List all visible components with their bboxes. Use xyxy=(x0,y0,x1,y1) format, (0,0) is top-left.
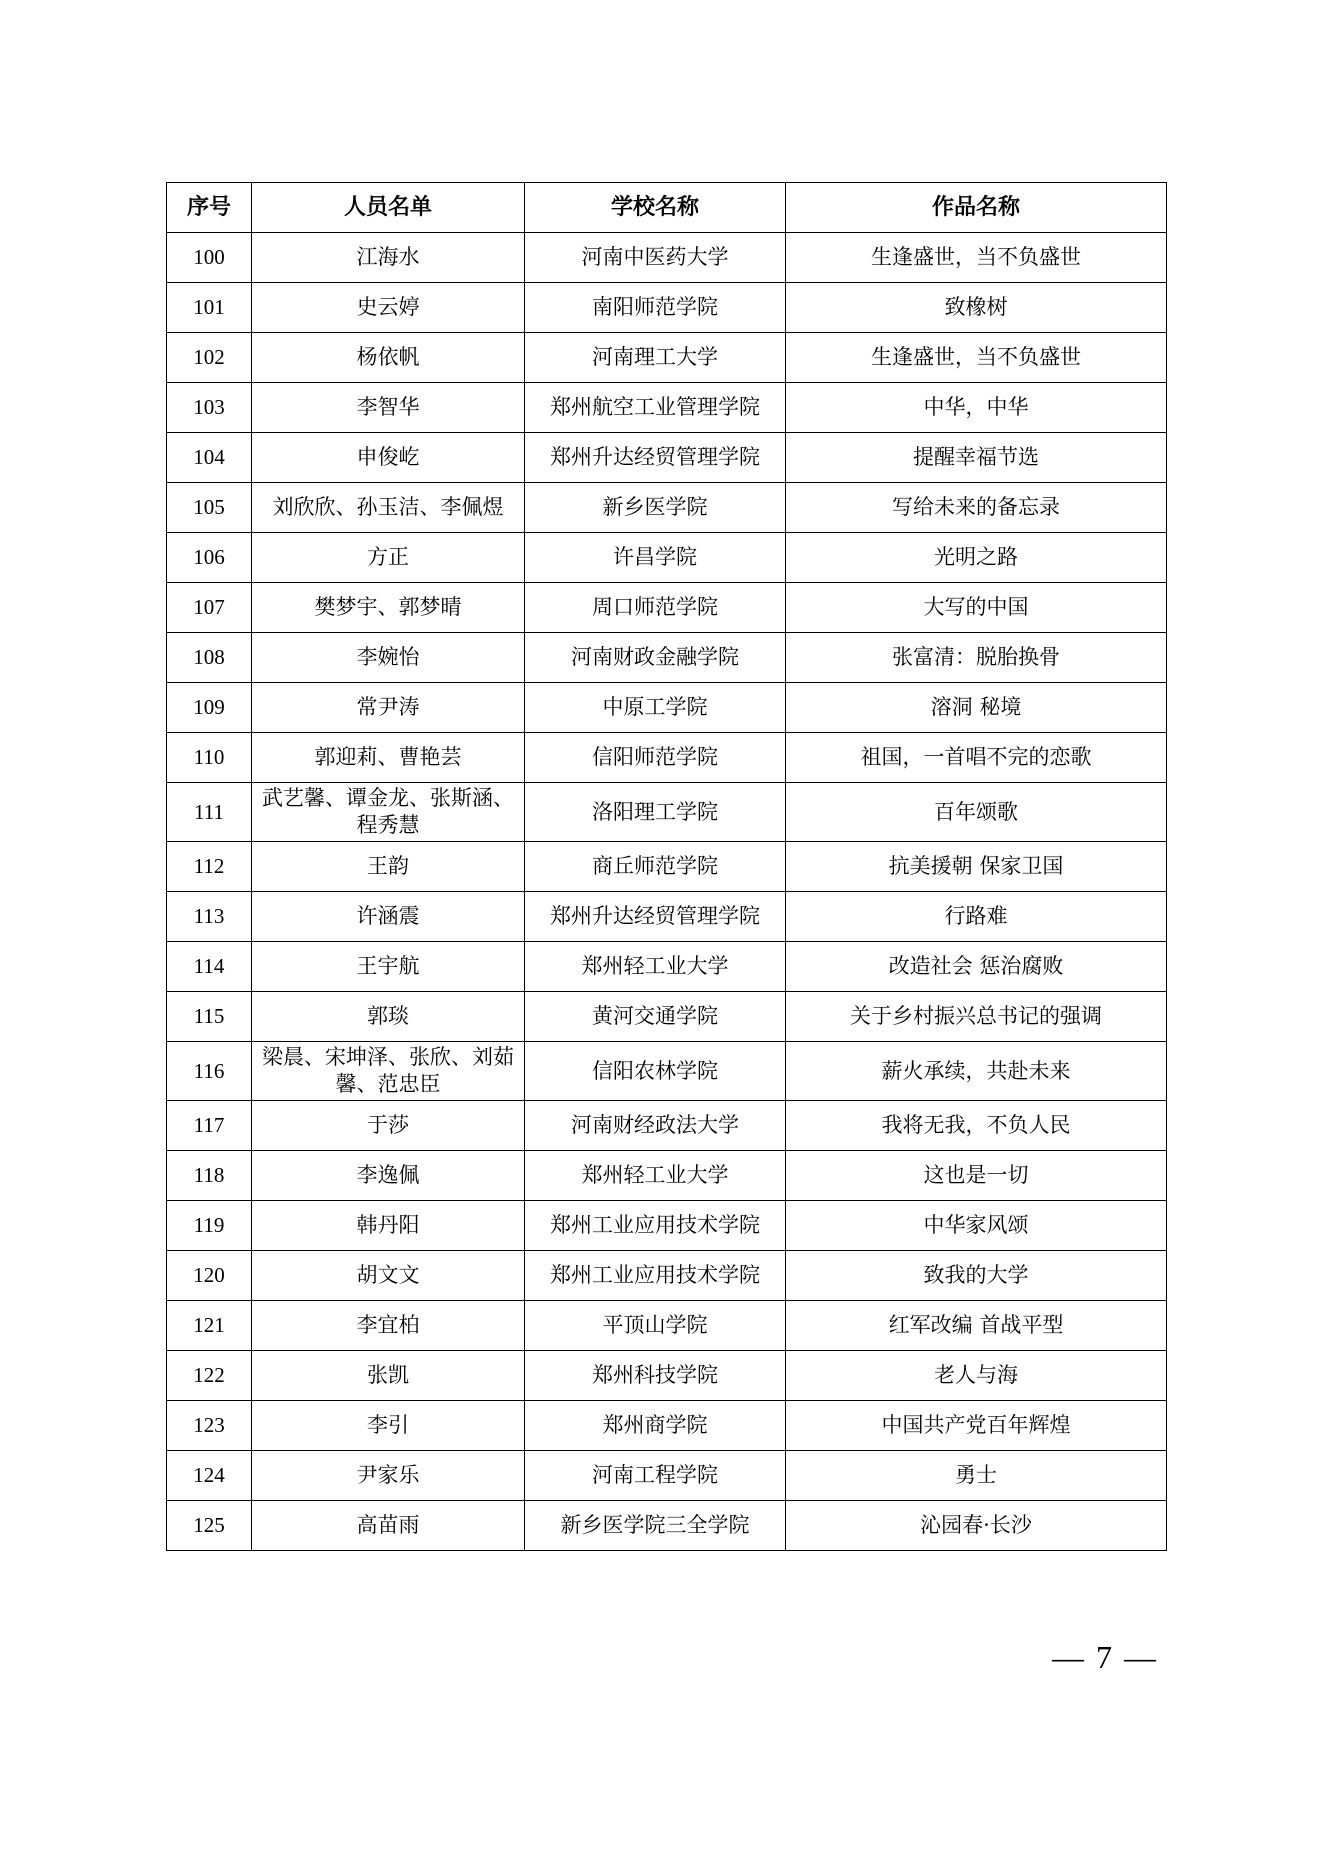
table-row xyxy=(167,1401,1167,1451)
cell-school: 周口师范学院 xyxy=(525,583,786,633)
cell-school: 郑州轻工业大学 xyxy=(525,1151,786,1201)
cell-work-title: 中华，中华 xyxy=(786,383,1167,433)
cell-work-title: 大写的中国 xyxy=(786,583,1167,633)
table-row xyxy=(167,1451,1167,1501)
cell-index: 103 xyxy=(167,383,252,433)
cell-work-title: 关于乡村振兴总书记的强调 xyxy=(786,992,1167,1042)
cell-index: 107 xyxy=(167,583,252,633)
cell-school: 郑州航空工业管理学院 xyxy=(525,383,786,433)
cell-index: 109 xyxy=(167,683,252,733)
cell-school: 郑州科技学院 xyxy=(525,1351,786,1401)
cell-school: 郑州轻工业大学 xyxy=(525,942,786,992)
cell-members: 常尹涛 xyxy=(252,683,525,733)
cell-school: 商丘师范学院 xyxy=(525,842,786,892)
table-row xyxy=(167,533,1167,583)
cell-work-title: 红军改编 首战平型 xyxy=(786,1301,1167,1351)
table-row xyxy=(167,333,1167,383)
header-index: 序号 xyxy=(167,183,252,233)
cell-members: 李引 xyxy=(252,1401,525,1451)
cell-members: 郭琰 xyxy=(252,992,525,1042)
cell-school: 信阳农林学院 xyxy=(525,1042,786,1101)
cell-school: 郑州工业应用技术学院 xyxy=(525,1251,786,1301)
cell-school: 平顶山学院 xyxy=(525,1301,786,1351)
cell-index: 122 xyxy=(167,1351,252,1401)
table-row xyxy=(167,233,1167,283)
cell-index: 106 xyxy=(167,533,252,583)
cell-work-title: 改造社会 惩治腐败 xyxy=(786,942,1167,992)
header-members: 人员名单 xyxy=(252,183,525,233)
cell-work-title: 溶洞 秘境 xyxy=(786,683,1167,733)
cell-members: 申俊屹 xyxy=(252,433,525,483)
cell-index: 115 xyxy=(167,992,252,1042)
cell-index: 110 xyxy=(167,733,252,783)
table-row xyxy=(167,1301,1167,1351)
cell-members: 韩丹阳 xyxy=(252,1201,525,1251)
cell-work-title: 中华家风颂 xyxy=(786,1201,1167,1251)
header-work-title: 作品名称 xyxy=(786,183,1167,233)
table-row xyxy=(167,383,1167,433)
cell-school: 河南财经政法大学 xyxy=(525,1101,786,1151)
cell-school: 信阳师范学院 xyxy=(525,733,786,783)
cell-index: 100 xyxy=(167,233,252,283)
cell-index: 101 xyxy=(167,283,252,333)
cell-work-title: 致我的大学 xyxy=(786,1251,1167,1301)
cell-members: 杨依帆 xyxy=(252,333,525,383)
cell-school: 河南财政金融学院 xyxy=(525,633,786,683)
cell-index: 111 xyxy=(167,783,252,842)
cell-members: 郭迎莉、曹艳芸 xyxy=(252,733,525,783)
cell-work-title: 写给未来的备忘录 xyxy=(786,483,1167,533)
table-row xyxy=(167,433,1167,483)
table-row xyxy=(167,1351,1167,1401)
cell-index: 113 xyxy=(167,892,252,942)
table-row xyxy=(167,942,1167,992)
cell-work-title: 抗美援朝 保家卫国 xyxy=(786,842,1167,892)
table-header-row xyxy=(167,183,1167,233)
table-row xyxy=(167,1101,1167,1151)
cell-work-title: 百年颂歌 xyxy=(786,783,1167,842)
cell-school: 郑州升达经贸管理学院 xyxy=(525,892,786,942)
cell-school: 黄河交通学院 xyxy=(525,992,786,1042)
cell-members: 许涵震 xyxy=(252,892,525,942)
cell-work-title: 张富清：脱胎换骨 xyxy=(786,633,1167,683)
cell-index: 102 xyxy=(167,333,252,383)
cell-index: 114 xyxy=(167,942,252,992)
table-row xyxy=(167,283,1167,333)
table-row xyxy=(167,683,1167,733)
cell-work-title: 生逢盛世，当不负盛世 xyxy=(786,233,1167,283)
cell-index: 123 xyxy=(167,1401,252,1451)
cell-members: 方正 xyxy=(252,533,525,583)
cell-index: 112 xyxy=(167,842,252,892)
cell-school: 中原工学院 xyxy=(525,683,786,733)
cell-index: 125 xyxy=(167,1501,252,1551)
cell-index: 105 xyxy=(167,483,252,533)
cell-school: 新乡医学院 xyxy=(525,483,786,533)
table-row xyxy=(167,1251,1167,1301)
cell-work-title: 薪火承续，共赴未来 xyxy=(786,1042,1167,1101)
cell-work-title: 老人与海 xyxy=(786,1351,1167,1401)
cell-members: 张凯 xyxy=(252,1351,525,1401)
table-row xyxy=(167,1501,1167,1551)
cell-work-title: 致橡树 xyxy=(786,283,1167,333)
table-row xyxy=(167,483,1167,533)
cell-school: 洛阳理工学院 xyxy=(525,783,786,842)
cell-members: 史云婷 xyxy=(252,283,525,333)
cell-members: 江海水 xyxy=(252,233,525,283)
cell-members: 刘欣欣、孙玉洁、李佩煜 xyxy=(252,483,525,533)
cell-members: 梁晨、宋坤泽、张欣、刘茹馨、范忠臣 xyxy=(252,1042,525,1101)
cell-school: 河南中医药大学 xyxy=(525,233,786,283)
cell-members: 李智华 xyxy=(252,383,525,433)
award-list-table xyxy=(166,182,1167,1551)
table-row xyxy=(167,1042,1167,1101)
cell-work-title: 我将无我，不负人民 xyxy=(786,1101,1167,1151)
cell-work-title: 生逢盛世，当不负盛世 xyxy=(786,333,1167,383)
cell-members: 武艺馨、谭金龙、张斯涵、程秀慧 xyxy=(252,783,525,842)
cell-index: 124 xyxy=(167,1451,252,1501)
table-row xyxy=(167,733,1167,783)
cell-work-title: 这也是一切 xyxy=(786,1151,1167,1201)
table-row xyxy=(167,992,1167,1042)
cell-work-title: 沁园春·长沙 xyxy=(786,1501,1167,1551)
cell-members: 樊梦宇、郭梦晴 xyxy=(252,583,525,633)
cell-members: 尹家乐 xyxy=(252,1451,525,1501)
cell-school: 许昌学院 xyxy=(525,533,786,583)
table-body xyxy=(167,233,1167,1551)
table-row xyxy=(167,783,1167,842)
cell-work-title: 中国共产党百年辉煌 xyxy=(786,1401,1167,1451)
cell-school: 河南理工大学 xyxy=(525,333,786,383)
cell-school: 南阳师范学院 xyxy=(525,283,786,333)
table-row xyxy=(167,583,1167,633)
cell-members: 李逸佩 xyxy=(252,1151,525,1201)
cell-index: 116 xyxy=(167,1042,252,1101)
cell-index: 121 xyxy=(167,1301,252,1351)
cell-work-title: 提醒幸福节选 xyxy=(786,433,1167,483)
cell-school: 郑州工业应用技术学院 xyxy=(525,1201,786,1251)
table-row xyxy=(167,842,1167,892)
cell-work-title: 行路难 xyxy=(786,892,1167,942)
cell-index: 104 xyxy=(167,433,252,483)
table-row xyxy=(167,1151,1167,1201)
cell-work-title: 祖国，一首唱不完的恋歌 xyxy=(786,733,1167,783)
cell-members: 于莎 xyxy=(252,1101,525,1151)
cell-index: 120 xyxy=(167,1251,252,1301)
cell-school: 新乡医学院三全学院 xyxy=(525,1501,786,1551)
cell-index: 118 xyxy=(167,1151,252,1201)
cell-members: 高苗雨 xyxy=(252,1501,525,1551)
cell-school: 郑州商学院 xyxy=(525,1401,786,1451)
cell-work-title: 光明之路 xyxy=(786,533,1167,583)
cell-members: 李宜柏 xyxy=(252,1301,525,1351)
cell-school: 郑州升达经贸管理学院 xyxy=(525,433,786,483)
table-row xyxy=(167,633,1167,683)
table-row xyxy=(167,1201,1167,1251)
page-number: — 7 — xyxy=(1052,1639,1158,1675)
cell-members: 王宇航 xyxy=(252,942,525,992)
cell-index: 117 xyxy=(167,1101,252,1151)
table-row xyxy=(167,892,1167,942)
cell-members: 王韵 xyxy=(252,842,525,892)
cell-work-title: 勇士 xyxy=(786,1451,1167,1501)
header-school: 学校名称 xyxy=(525,183,786,233)
cell-members: 李婉怡 xyxy=(252,633,525,683)
cell-index: 119 xyxy=(167,1201,252,1251)
cell-index: 108 xyxy=(167,633,252,683)
cell-school: 河南工程学院 xyxy=(525,1451,786,1501)
cell-members: 胡文文 xyxy=(252,1251,525,1301)
